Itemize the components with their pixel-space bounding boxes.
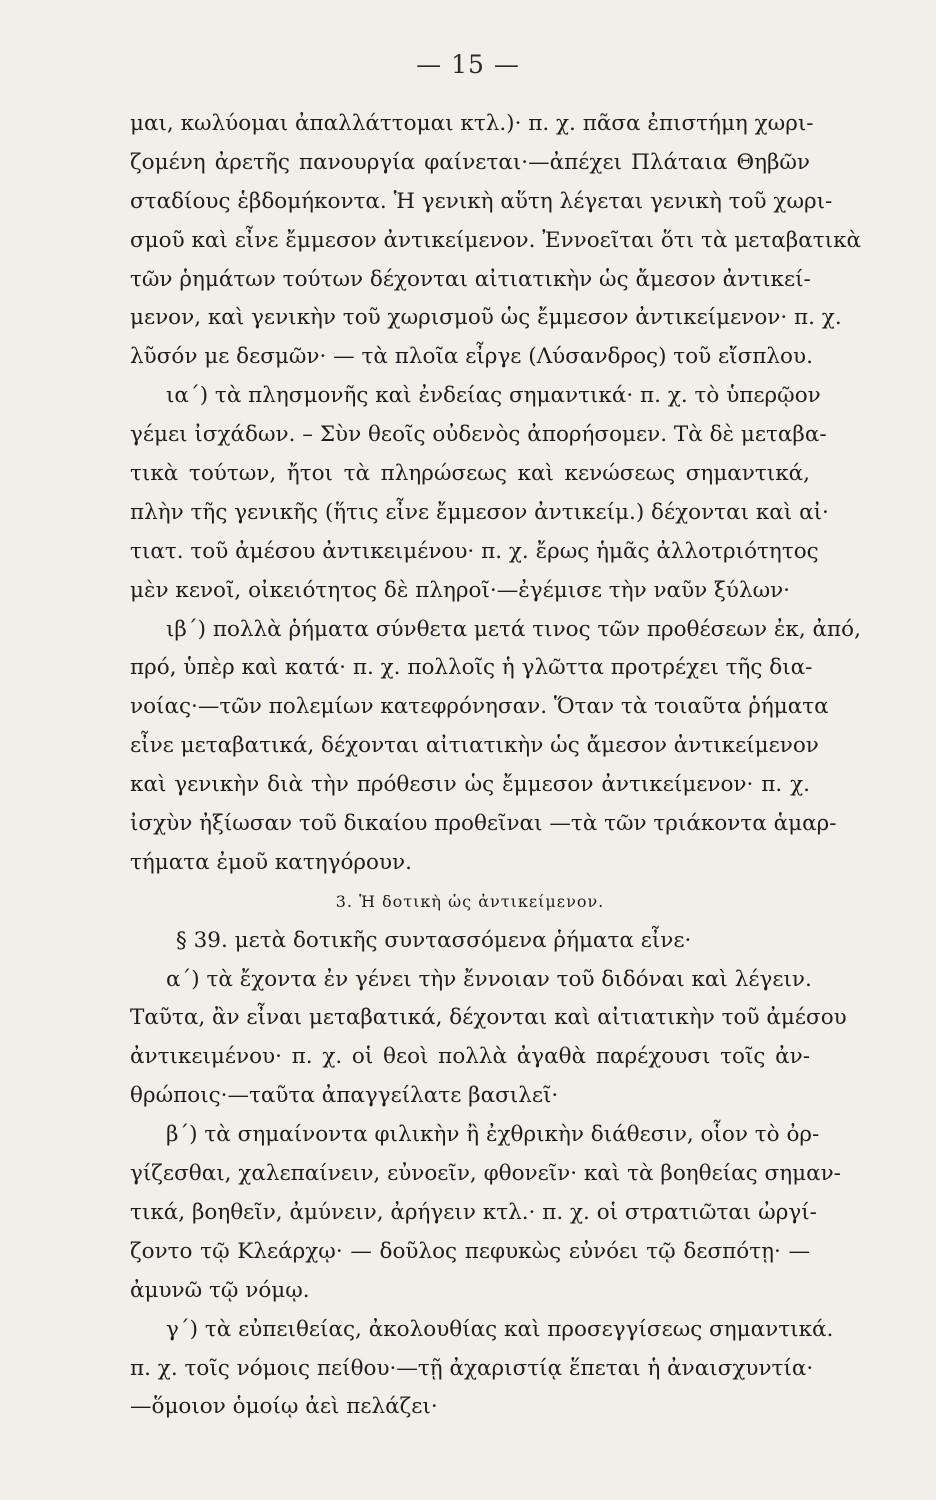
text-line: πρό, ὑπὲρ καὶ κατά· π. χ. πολλοῖς ἡ γλῶττα προτρέχει τῆς δια- (130, 655, 813, 681)
text-line: καὶ γενικὴν διὰ τὴν πρόθεσιν ὡς ἔμμεσον ἀντικείμενον· π. χ. (130, 772, 810, 798)
text-line: σταδίους ἑβδομήκοντα. Ἡ γενικὴ αὕτη λέγεται γενικὴ τοῦ χωρι- (130, 188, 833, 214)
page-number: — 15 — (416, 50, 520, 79)
text-line: τῶν ῥημάτων τούτων δέχονται αἰτιατικὴν ὡς ἄμεσον ἀντικεί- (130, 266, 811, 292)
text-line: ζοντο τῷ Κλεάρχῳ· — δοῦλος πεφυκὼς εὐνόει τῷ δεσπότῃ· — (130, 1238, 810, 1264)
text-line: σμοῦ καὶ εἶνε ἔμμεσον ἀντικείμενον. Ἐννοεῖται ὅτι τὰ μεταβατικὰ (130, 227, 862, 253)
section-heading: 3. Ἡ δοτικὴ ὡς ἀντικείμενον. (335, 891, 605, 911)
text-line: τήματα ἐμοῦ κατηγόρουν. (130, 849, 412, 875)
text-line: γέμει ἰσχάδων. – Σὺν θεοῖς οὐδενὸς ἀπορήσομεν. Τὰ δὲ μεταβα- (130, 422, 827, 448)
text-line: εἶνε μεταβατικά, δέχονται αἰτιατικὴν ὡς ἄμεσον ἀντικείμενον (130, 733, 819, 759)
text-line: ἰσχὺν ἠξίωσαν τοῦ δικαίου προθεῖναι —τὰ τῶν τριάκοντα ἁμαρ- (130, 811, 837, 837)
text-line: μενον, καὶ γενικὴν τοῦ χωρισμοῦ ὡς ἔμμεσον ἀντικείμενον· π. χ. (130, 305, 842, 331)
body-text (130, 105, 862, 1427)
text-line: β´) τὰ σημαίνοντα φιλικὴν ἢ ἐχθρικὴν διάθεσιν, οἷον τὸ ὀρ- (166, 1122, 820, 1148)
text-line: ζομένη ἀρετῆς πανουργία φαίνεται·—ἀπέχει Πλάταια Θηβῶν (130, 149, 810, 175)
text-line: τικὰ τούτων, ἤτοι τὰ πληρώσεως καὶ κενώσεως σημαντικά, (130, 461, 810, 487)
text-line: ιβ´) πολλὰ ῥήματα σύνθετα μετά τινος τῶν προθέσεων ἐκ, ἀπό, (166, 616, 861, 642)
text-line: ια´) τὰ πλησμονῆς καὶ ἐνδείας σημαντικά· π. χ. τὸ ὑπερῷον (166, 383, 821, 409)
text-line: τικά, βοηθεῖν, ἀμύνειν, ἀρήγειν κτλ.· π. χ. οἱ στρατιῶται ὠργί- (130, 1199, 817, 1225)
text-line: γ´) τὰ εὐπειθείας, ἀκολουθίας καὶ προσεγγίσεως σημαντικά. (166, 1316, 834, 1342)
text-line: λῦσόν με δεσμῶν· — τὰ πλοῖα εἶργε (Λύσανδρος) τοῦ εἴσπλου. (130, 344, 813, 370)
paragraph-heading: § 39. μετὰ δοτικῆς συντασσόμενα ῥήματα εἶνε· (176, 927, 692, 953)
text-line: ἀντικειμένου· π. χ. οἱ θεοὶ πολλὰ ἀγαθὰ παρέχουσι τοῖς ἀν- (130, 1044, 810, 1070)
text-line: α´) τὰ ἔχοντα ἐν γένει τὴν ἔννοιαν τοῦ διδόναι καὶ λέγειν. (166, 966, 812, 992)
text-line: π. χ. τοῖς νόμοις πείθου·—τῇ ἀχαριστίᾳ ἕπεται ἡ ἀναισχυντία· (130, 1355, 814, 1381)
text-line: μὲν κενοῖ, οἰκειότητος δὲ πληροῖ·—ἐγέμισε τὴν ναῦν ξύλων· (130, 577, 791, 603)
text-line: πλὴν τῆς γενικῆς (ἥτις εἶνε ἔμμεσον ἀντικείμ.) δέχονται καὶ αἰ· (130, 499, 829, 525)
text-line: νοίας·—τῶν πολεμίων κατεφρόνησαν. Ὅταν τὰ τοιαῦτα ῥήματα (130, 694, 829, 720)
text-line: γίζεσθαι, χαλεπαίνειν, εὐνοεῖν, φθονεῖν· καὶ τὰ βοηθείας σημαν- (130, 1161, 841, 1187)
text-line: Ταῦτα, ἂν εἶναι μεταβατικά, δέχονται καὶ αἰτιατικὴν τοῦ ἀμέσου (130, 1005, 847, 1031)
text-line: —ὅμοιον ὁμοίῳ ἀεὶ πελάζει· (130, 1394, 438, 1420)
text-line: ἀμυνῶ τῷ νόμῳ. (130, 1277, 310, 1303)
text-line: μαι, κωλύομαι ἀπαλλάττομαι κτλ.)· π. χ. πᾶσα ἐπιστήμη χωρι- (130, 111, 814, 136)
text-line: θρώποις·—ταῦτα ἀπαγγείλατε βασιλεῖ· (130, 1083, 559, 1109)
text-line: τιατ. τοῦ ἀμέσου ἀντικειμένου· π. χ. ἔρως ἡμᾶς ἀλλοτριότητος (130, 538, 819, 564)
